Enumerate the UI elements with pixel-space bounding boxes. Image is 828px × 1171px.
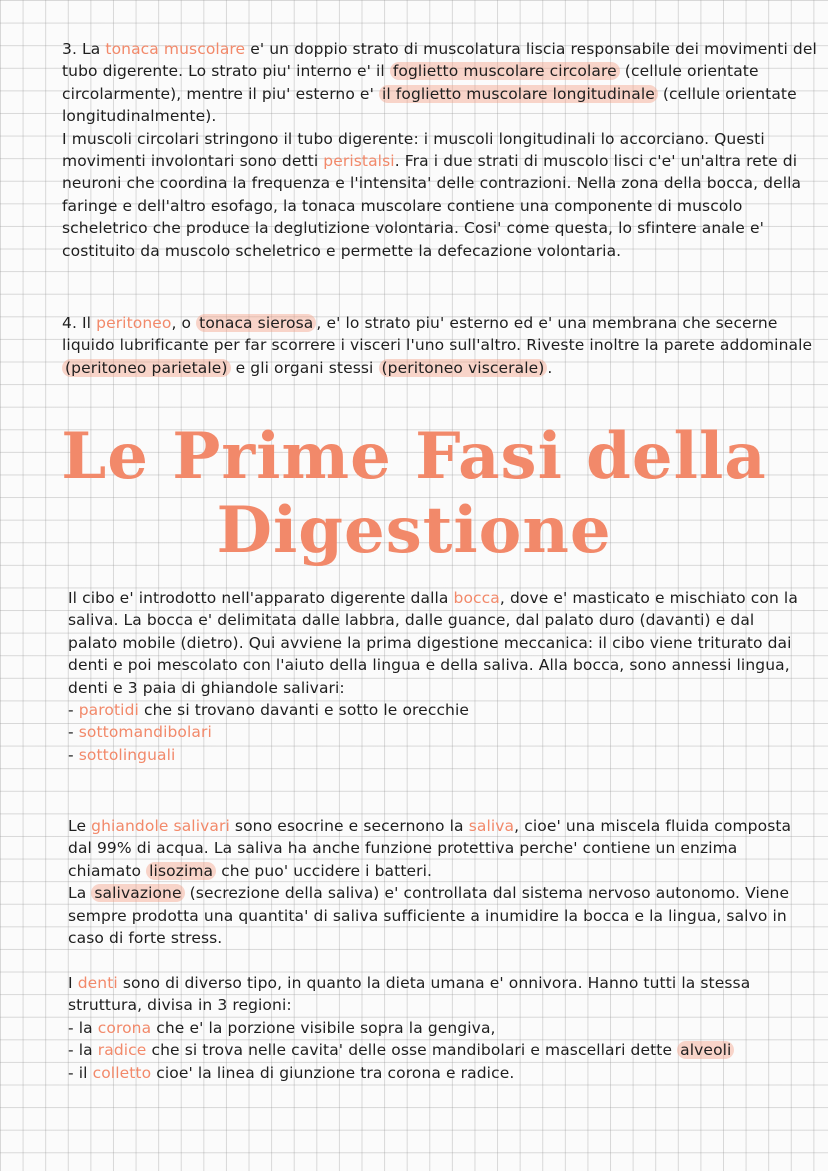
list-item-sottomandibolari: - sottomandibolari [68, 723, 212, 742]
title-line-1: Le Prime Fasi della [61, 419, 767, 494]
term-peritoneo: peritoneo [96, 314, 172, 332]
peritoneo-text: 4. Il peritoneo, o tonaca sierosa , e' lo strato piu' esterno ed e' una membrana che secerne liquido lubrificante per far scorrere i visceri l'uno sull'altro. Riveste inoltre la parete addominale (peritoneo parietale) e gli organi stessi (peritoneo viscerale) . [62, 314, 813, 377]
paragraph-ghiandole [68, 815, 808, 949]
term-tonaca-muscolare: tonaca muscolare [105, 40, 246, 58]
page-title [0, 420, 828, 568]
term-saliva: saliva [468, 817, 515, 835]
paragraph-tonaca-muscolare [62, 38, 822, 262]
tonaca-muscolare-text: 3. La tonaca muscolare e' un doppio strato di muscolatura liscia responsabile dei movimenti del tubo digerente. Lo strato piu' interno e' il foglietto muscolare circolare (cellule orientate circolarmente), mentre il piu' esterno e' il foglietto muscolare longitudinale (cellule orientate longitudinalmente). I muscoli circolari stringono il tubo digerente: i muscoli longitudinali lo accorciano. Questi movimenti involontari sono detti peristalsi. Fra i due strati di muscolo lisci c'e' un'altra rete di neuroni che coordina la frequenza e l'intensita' delle contrazioni. Nella zona della bocca, della faringe e dell'altro esofago, la tonaca muscolare contiene una componente di muscolo scheletrico che produce la deglutizione volontaria. Cosi' come questa, lo sfintere anale e' costituito da muscolo scheletrico e permette la defecazione volontaria. [62, 40, 817, 260]
term-denti: denti [77, 974, 118, 992]
highlight-alveoli: alveoli [677, 1041, 734, 1059]
paragraph-denti [68, 972, 808, 1084]
list-item-colletto: - il colletto cioe' la linea di giunzione tra corona e radice. [68, 1063, 515, 1082]
denti-text: I denti sono di diverso tipo, in quanto la dieta umana e' onnivora. Hanno tutti la stessa struttura, divisa in 3 regioni: [68, 974, 751, 1015]
highlight-lisozima: lisozima [146, 862, 216, 880]
ghiandole-text: Le ghiandole salivari sono esocrine e secernono la saliva, cioe' una miscela fluida composta dal 99% di acqua. La saliva ha anche funzione protettiva perche' contiene un enzima chiamato lisozima che puo' uccidere i batteri. La salivazione (secrezione della saliva) e' controllata dal sistema nervoso autonomo. Viene sempre prodotta una quantita' di saliva sufficiente a inumidire la bocca e la lingua, salvo in caso di forte stress. [68, 817, 792, 948]
highlight-foglietto-longitudinale: il foglietto muscolare longitudinale [379, 85, 658, 103]
term-peristalsi: peristalsi [323, 152, 395, 171]
highlight-peritoneo-viscerale: (peritoneo viscerale) [379, 359, 548, 377]
list-item-radice: - la radice che si trova nelle cavita' delle osse mandibolari e mascellari dette alveoli [68, 1039, 808, 1061]
highlight-salivazione: salivazione [91, 884, 184, 902]
highlight-foglietto-circolare: foglietto muscolare circolare [390, 62, 620, 80]
list-item-parotidi: - parotidi che si trovano davanti e sotto le orecchie [68, 701, 470, 720]
term-ghiandole-salivari: ghiandole salivari [91, 817, 230, 835]
list-item-corona: - la corona che e' la porzione visibile sopra la gengiva, [68, 1018, 496, 1037]
title-line-2: Digestione [216, 493, 612, 568]
paragraph-peritoneo [62, 312, 822, 379]
paragraph-bocca [68, 587, 808, 766]
bocca-text: Il cibo e' introdotto nell'apparato digerente dalla bocca, dove e' masticato e mischiato con la saliva. La bocca e' delimitata dalle labbra, dalle guance, dal palato duro (davanti) e dal palato mobile (dietro). Qui avviene la prima digestione meccanica: il cibo viene triturato dai denti e poi mescolato con l'aiuto della lingua e della saliva. Alla bocca, sono annessi lingua, denti e 3 paia di ghiandole salivari: [68, 589, 798, 697]
highlight-peritoneo-parietale: (peritoneo parietale) [62, 359, 231, 377]
list-item-sottolinguali: - sottolinguali [68, 745, 176, 764]
highlight-tonaca-sierosa: tonaca sierosa [196, 314, 316, 332]
term-bocca: bocca [453, 589, 500, 607]
